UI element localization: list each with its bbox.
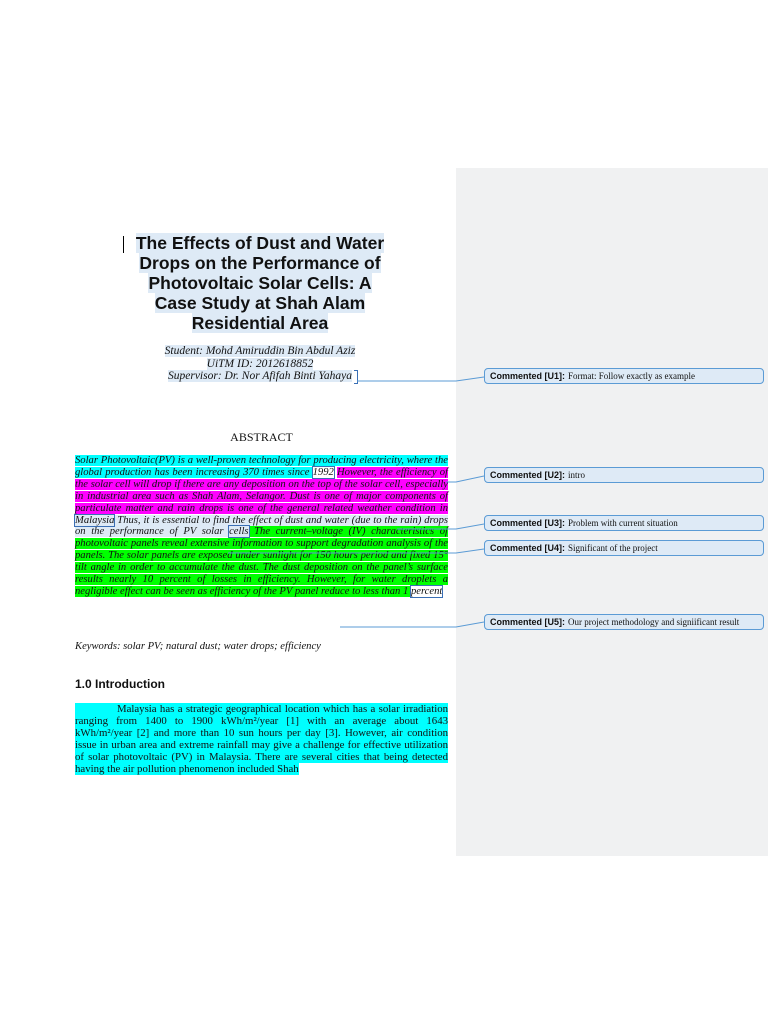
supervisor-line: Supervisor: Dr. Nor Afifah Binti Yahaya [167, 370, 353, 382]
comment-text: Format: Follow exactly as example [568, 371, 695, 381]
keywords-line: Keywords: solar PV; natural dust; water drops; efficiency [75, 641, 321, 652]
abstract-heading: ABSTRACT [230, 430, 293, 444]
abstract-sentence-method: The current–voltage (IV) characteristics of photovoltaic panels reveal extensive information to support degradation analysis of the panels. The solar panels are exposed under sunlight for 150 hours period and fixed 15° tilt angle in order to accumulate the dust. The dust deposition on the panel’s surface results nearly 10 percent of losses in efficiency. However, for water droplets a negligible effect can be seen as efficiency of the PV panel reduce to less than 1 [75, 526, 448, 597]
comment-u1[interactable] [484, 368, 764, 384]
comment-anchor-u3[interactable]: Malaysia [75, 514, 115, 526]
comment-u2[interactable] [484, 467, 764, 483]
section-heading-introduction: 1.0 Introduction [75, 677, 165, 691]
comment-anchor-u2[interactable]: 1992 [312, 466, 334, 478]
comment-text: Significant of the project [568, 543, 658, 553]
comment-label: Commented [U3]: [490, 518, 566, 528]
comment-u5[interactable] [484, 614, 764, 630]
comment-label: Commented [U1]: [490, 371, 566, 381]
comment-text: Our project methodology and signiificant result [568, 617, 740, 627]
comment-anchor-u1[interactable] [354, 370, 358, 384]
introduction-text: Malaysia has a strategic geographical location which has a solar irradiation ranging from 1400 to 1900 kWh/m²/year [1] with an average about 1643 kWh/m²/year [2] and more than 10 sun hours per day [3]. However, air condition issue in urban area and extreme rainfall may give a challenge for effective utilization of solar photovoltaic (PV) in Malaysia. There are several cities that being detected having the air pollution phenomenon included Shah [75, 703, 448, 776]
uitm-id-line: UiTM ID: 2012618852 [206, 358, 314, 370]
comment-label: Commented [U2]: [490, 470, 566, 480]
comment-text: Problem with current situation [568, 518, 678, 528]
student-line: Student: Mohd Amiruddin Bin Abdul Aziz [164, 345, 356, 357]
introduction-paragraph [75, 703, 448, 775]
title-line: Drops on the Performance of [139, 253, 381, 273]
abstract-sentence-problem: However, the efficiency of the solar cell will drop if there are any deposition on the top of the solar cell, especially in industrial area such as Shah Alam, Selangor. Dust is one of major components of particulate matter and rain drops is one of the general related weather condition in [75, 466, 448, 514]
abstract-sentence-significance: Thus, it is essential to find the effect of dust and water (due to the rain) drops on the performance of PV solar [75, 514, 448, 538]
abstract-sentence-intro: Solar Photovoltaic(PV) is a well-proven technology for producing electricity, where the global production has been increasing 370 times since [75, 455, 448, 478]
title-line: Photovoltaic Solar Cells: A [148, 273, 372, 293]
title-line: Residential Area [191, 313, 329, 333]
comment-text: intro [568, 470, 586, 480]
document-title [110, 233, 410, 333]
title-line: Case Study at Shah Alam [154, 293, 366, 313]
abstract-paragraph [75, 455, 448, 598]
comment-anchor-u4[interactable]: cells [229, 526, 249, 538]
comment-pane [456, 168, 768, 856]
comment-label: Commented [U4]: [490, 543, 566, 553]
comment-u3[interactable] [484, 515, 764, 531]
comment-u4[interactable] [484, 540, 764, 556]
comment-label: Commented [U5]: [490, 617, 566, 627]
comment-anchor-u5[interactable]: percent [410, 585, 443, 597]
title-line: The Effects of Dust and Water [135, 233, 385, 253]
